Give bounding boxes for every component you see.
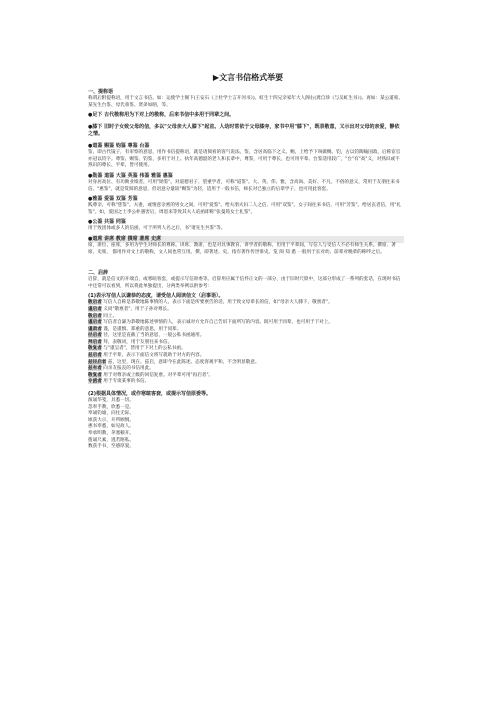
list-item-key: 敬复者 bbox=[88, 346, 102, 352]
list-item bbox=[88, 320, 404, 327]
list-item-text: 与"谨呈者"，皆用于下对上的公私书函。 bbox=[103, 346, 186, 352]
term-group-gongjian: ●公鉴 共鉴 同鉴 bbox=[88, 219, 126, 226]
section-1-intro: 称谓后附提称语，用于文言书信。如：运使学士阁下(王安石《上杜学士言开河书》)。虹生十四兄亲家年大人阁右(龚自珍《与吴虹生书》)。再如：某公道席、某先生台鉴、母氏垂鉴、贤弟如晤，等。 bbox=[88, 96, 403, 108]
term-xixia: ●膝下 旧时子女致父母的信，多以"父母亲大人膝下"起首。人幼时常依于父母膝旁，家书中用"膝下"，既表敬意，又示出对父母的亲爱，静依之情。 bbox=[88, 124, 400, 138]
list-item-key: 兹有者 bbox=[88, 366, 102, 372]
list-item-key: 专函者 bbox=[88, 379, 102, 385]
list-item bbox=[88, 353, 404, 360]
list-item-text: 用于对尊亲或上级的回信复禀。对平辈可用"再启者"。 bbox=[103, 372, 214, 378]
list-item-text: 径，这里是直截了当的意思，一般公私书函通用。 bbox=[103, 333, 205, 339]
list-2 bbox=[88, 398, 404, 451]
list-item-key: 兹径启者 bbox=[88, 359, 107, 365]
section-2-intro: 启辞，就是信文的开端自，或寒暄客套，或提示写信原委等。启辞用应属于信件正文的一部分，由于旧时尺牍中，这部分形成了一系列的套话，在现时书信中还常可以看到，所以将此单独提出，分两类举例以供参考： bbox=[88, 277, 401, 289]
list-item bbox=[88, 379, 404, 386]
list-item-key: 敬启者 bbox=[88, 300, 102, 306]
list-item: 惠书奉悉，如见故人。 bbox=[88, 424, 134, 430]
term-group-daoxi: ●道席 讲席 教席 撰席 著席 史席 bbox=[88, 236, 404, 243]
term-group-daojian: ●道鉴 赐鉴 钧鉴 尊鉴 台鉴 bbox=[88, 143, 150, 150]
list-item: 奉承明教，茅塞顿开。 bbox=[88, 431, 134, 436]
list-item bbox=[88, 307, 404, 314]
list-2-heading: (2)根据具体情况，或作寒暄客套，或提示写信原委等。 bbox=[88, 391, 212, 398]
list-item-text: 拜，表敬词，用于友朋往来书信。 bbox=[103, 339, 173, 345]
list-item bbox=[88, 366, 404, 373]
term-group-xunjian: ●勋鉴 道鉴 大鉴 英鉴 伟鉴 雅鉴 惠鉴 bbox=[88, 172, 173, 179]
term-group-yajian: ●雅鉴 爱鉴 双鉴 芳鉴 bbox=[88, 196, 138, 203]
list-item bbox=[88, 333, 404, 340]
list-item-text: 同上。 bbox=[103, 313, 118, 319]
list-item-text: 写信者自谦为恭敬地陈述事情的人，表示诚对方允许自己告诉下面所写的内容。既可用于同辈，也可用于下对上。 bbox=[103, 320, 333, 326]
list-item-text: 用于平辈，表示下面信文将写就助于对方的内容。 bbox=[103, 353, 205, 359]
list-item-key: 敬启者 bbox=[88, 313, 102, 319]
list-1 bbox=[88, 300, 404, 386]
term-group-yajian-text: 践尊亲，可称"慈鉴"。夫妻，或情意亲密的男女之间，可用"爱鉴"。给夫朋夫妇二人之信，可用"双鉴"。女子间往来书信，可用"芳鉴"。给居丧者信，用"礼鉴"。如，爱国之士李公朴遇害后，周恩来等致其夫人唁函即称"张曼筠女士礼鉴"。 bbox=[88, 203, 402, 215]
list-item: 演诵华笺，具悉一切。 bbox=[88, 398, 134, 404]
list-item-text: 谨，是谨慎、郑重的意思，用于同辈。 bbox=[103, 326, 182, 332]
term-zuxia: ●足下 古代敬称用为下对上的敬称，后来书信中多用于同辈之间。 bbox=[88, 112, 235, 119]
list-item-text: 兹，这里，现在。兹启，意即今在此陈述。态度客观平和，不含明显敬意。 bbox=[107, 359, 260, 365]
document-body bbox=[88, 87, 404, 451]
list-1-heading: (1)表示写信人以谦恭的态度，请受信人阅读信文（启事语）。 bbox=[88, 293, 224, 300]
list-item-text: 向亲友报丧的书信用此。 bbox=[103, 366, 154, 372]
list-item-key: 径启者 bbox=[88, 333, 102, 339]
list-item-text: 义同"敬禀者"，用于子孙对尊长。 bbox=[103, 306, 172, 312]
list-item-key: 谨启者 bbox=[88, 306, 102, 312]
term-group-daoxi-text: 席，席位、座席，多用为学生对师长的尊称。讲席、教席，也是对具事教育、讲学者的敬称，但用于平辈间，写信人与受信人不必有师生关系。撰席、著席、史席， 都用作对文上的敬称，文人间也常互用。撰，即著述。史，指有著作传世垂史。览 阅 知 悉 一般用于长对幼、前辈对晚辈的称呼之后。 bbox=[88, 242, 396, 255]
list-item: 数获手书，至感厚爱。 bbox=[88, 444, 134, 450]
list-item-key: 兹启者 bbox=[88, 353, 102, 359]
list-item-key: 谨肃者 bbox=[88, 326, 102, 332]
page-title: ▶文言书信格式举要 bbox=[212, 73, 284, 82]
list-item-text: 写信人自称是恭敬地陈事情的人，表示下面是所要禀告的话，用于致文母辈长的信，如"母亲大人膝下，敬禀者"。 bbox=[103, 300, 333, 306]
term-group-gongjian-text: 用于致团体或多人的信函，可于所列人名之后，书"诸先生共鉴"等。 bbox=[88, 226, 226, 232]
list-item: 奉诵钧谕，向往无际。 bbox=[88, 411, 134, 417]
list-item-key: 谨启者 bbox=[88, 320, 102, 326]
list-item-key: 拜启者 bbox=[88, 339, 102, 345]
term-group-xunjian-text: 对身居高位、有功勋业绩者，可用"勋鉴"。对道德君子、望重学者，可称"道鉴"。大、英、伟、雅，含高尚、美好、不凡、不俗的意义，常用于友朋往来书信。"惠鉴"，就是赏阅的意思，但语意分量较"赐鉴"为轻，适用于一般书信，师长对已独立的后辈学子，也可用此客套。 bbox=[88, 179, 400, 192]
section-heading-1: 一、提称语 bbox=[88, 89, 114, 95]
list-item: 顷获大示，开所顾悯。 bbox=[88, 417, 134, 423]
list-item: 拨诵尺素，逃若晤私。 bbox=[88, 437, 134, 443]
section-heading-2: 二、启辞 bbox=[88, 270, 109, 277]
list-item-key: 敬复者 bbox=[88, 372, 102, 378]
list-item-text: 用于专谈某事的书信。 bbox=[103, 379, 150, 385]
term-group-daojian-text: 鉴，即古代镜子，有审察的意思，用作书信提称语，就是请阅看的客气说法。鉴，含居高临下之义。赐，上给予下叫做赐。钧，古以钧陶喻国政，后称宦官亦冠以钧字。尊鉴、赐鉴、钧鉴，多用于对上。执年高德韶的老人和长辈中，尊鉴，可用于尊长，也可用平辈。台鉴适用较广，"台"有"高"义，对熟识或不熟识的尊长、平辈，皆可使用。 bbox=[88, 150, 401, 169]
list-item: 忽奉手教，欣悉一是。 bbox=[88, 404, 134, 410]
list-item bbox=[88, 300, 404, 307]
